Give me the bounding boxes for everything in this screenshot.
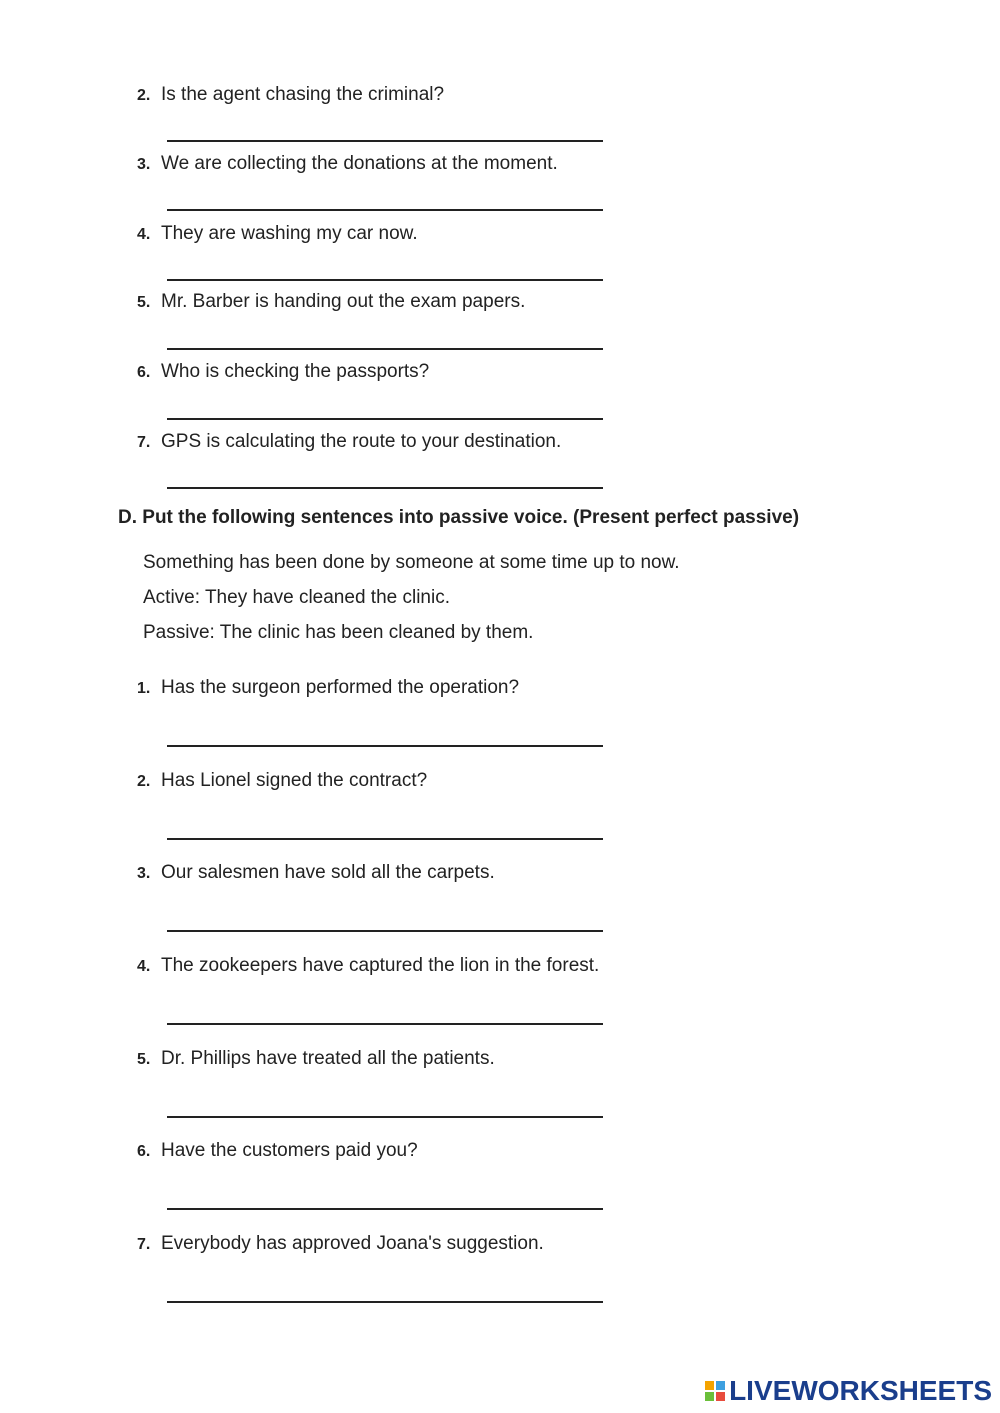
answer-field-d5[interactable]: [167, 1094, 603, 1118]
question-c2: [137, 84, 444, 107]
question-c5: [137, 291, 525, 314]
question-text: Everybody has approved Joana's suggestion.: [161, 1233, 544, 1254]
question-text: Has the surgeon performed the operation?: [161, 677, 520, 698]
answer-field-c4[interactable]: [167, 257, 603, 281]
question-d4: [137, 955, 599, 978]
question-text: They are washing my car now.: [161, 223, 418, 244]
answer-field-c3[interactable]: [167, 187, 603, 211]
question-text: Have the customers paid you?: [161, 1140, 418, 1161]
logo-text: LIVEWORKSHEETS: [729, 1375, 992, 1406]
explanation-passive-example: Passive: The clinic has been cleaned by them.: [143, 622, 534, 643]
question-number: 6.: [137, 1143, 151, 1160]
answer-field-d6[interactable]: [167, 1186, 603, 1210]
question-number: 1.: [137, 680, 151, 697]
question-text: Our salesmen have sold all the carpets.: [161, 862, 495, 883]
answer-field-c2[interactable]: [167, 118, 603, 142]
answer-field-c7[interactable]: [167, 465, 603, 489]
question-number: 3.: [137, 865, 151, 882]
question-d2: [137, 770, 427, 793]
explanation-line-1: Something has been done by someone at some time up to now.: [143, 552, 680, 573]
question-c4: [137, 223, 418, 246]
logo-blocks-icon: [705, 1381, 725, 1401]
question-text: We are collecting the donations at the moment.: [161, 153, 558, 174]
question-number: 6.: [137, 364, 151, 381]
question-text: Is the agent chasing the criminal?: [161, 84, 445, 105]
question-number: 4.: [137, 226, 151, 243]
question-text: Who is checking the passports?: [161, 361, 430, 382]
question-number: 7.: [137, 1236, 151, 1253]
question-text: The zookeepers have captured the lion in the forest.: [161, 955, 600, 976]
answer-field-d4[interactable]: [167, 1001, 603, 1025]
question-number: 4.: [137, 958, 151, 975]
answer-field-d2[interactable]: [167, 816, 603, 840]
question-number: 3.: [137, 156, 151, 173]
question-text: Has Lionel signed the contract?: [161, 770, 428, 791]
question-number: 5.: [137, 1051, 151, 1068]
answer-field-c6[interactable]: [167, 396, 603, 420]
answer-field-d3[interactable]: [167, 908, 603, 932]
question-number: 2.: [137, 87, 151, 104]
question-c7: [137, 431, 561, 454]
question-number: 2.: [137, 773, 151, 790]
question-d6: [137, 1140, 418, 1163]
question-text: Dr. Phillips have treated all the patients.: [161, 1048, 495, 1069]
question-d3: [137, 862, 495, 885]
liveworksheets-logo: [705, 1375, 992, 1407]
question-text: Mr. Barber is handing out the exam papers.: [161, 291, 526, 312]
answer-field-d7[interactable]: [167, 1279, 603, 1303]
question-text: GPS is calculating the route to your destination.: [161, 431, 562, 452]
explanation-active-example: Active: They have cleaned the clinic.: [143, 587, 450, 608]
question-d1: [137, 677, 519, 700]
section-d-heading: D. Put the following sentences into passive voice. (Present perfect passive): [118, 507, 800, 528]
question-number: 5.: [137, 294, 151, 311]
answer-field-d1[interactable]: [167, 723, 603, 747]
question-c6: [137, 361, 429, 384]
question-d5: [137, 1048, 495, 1071]
question-d7: [137, 1233, 544, 1256]
answer-field-c5[interactable]: [167, 326, 603, 350]
question-number: 7.: [137, 434, 151, 451]
question-c3: [137, 153, 558, 176]
